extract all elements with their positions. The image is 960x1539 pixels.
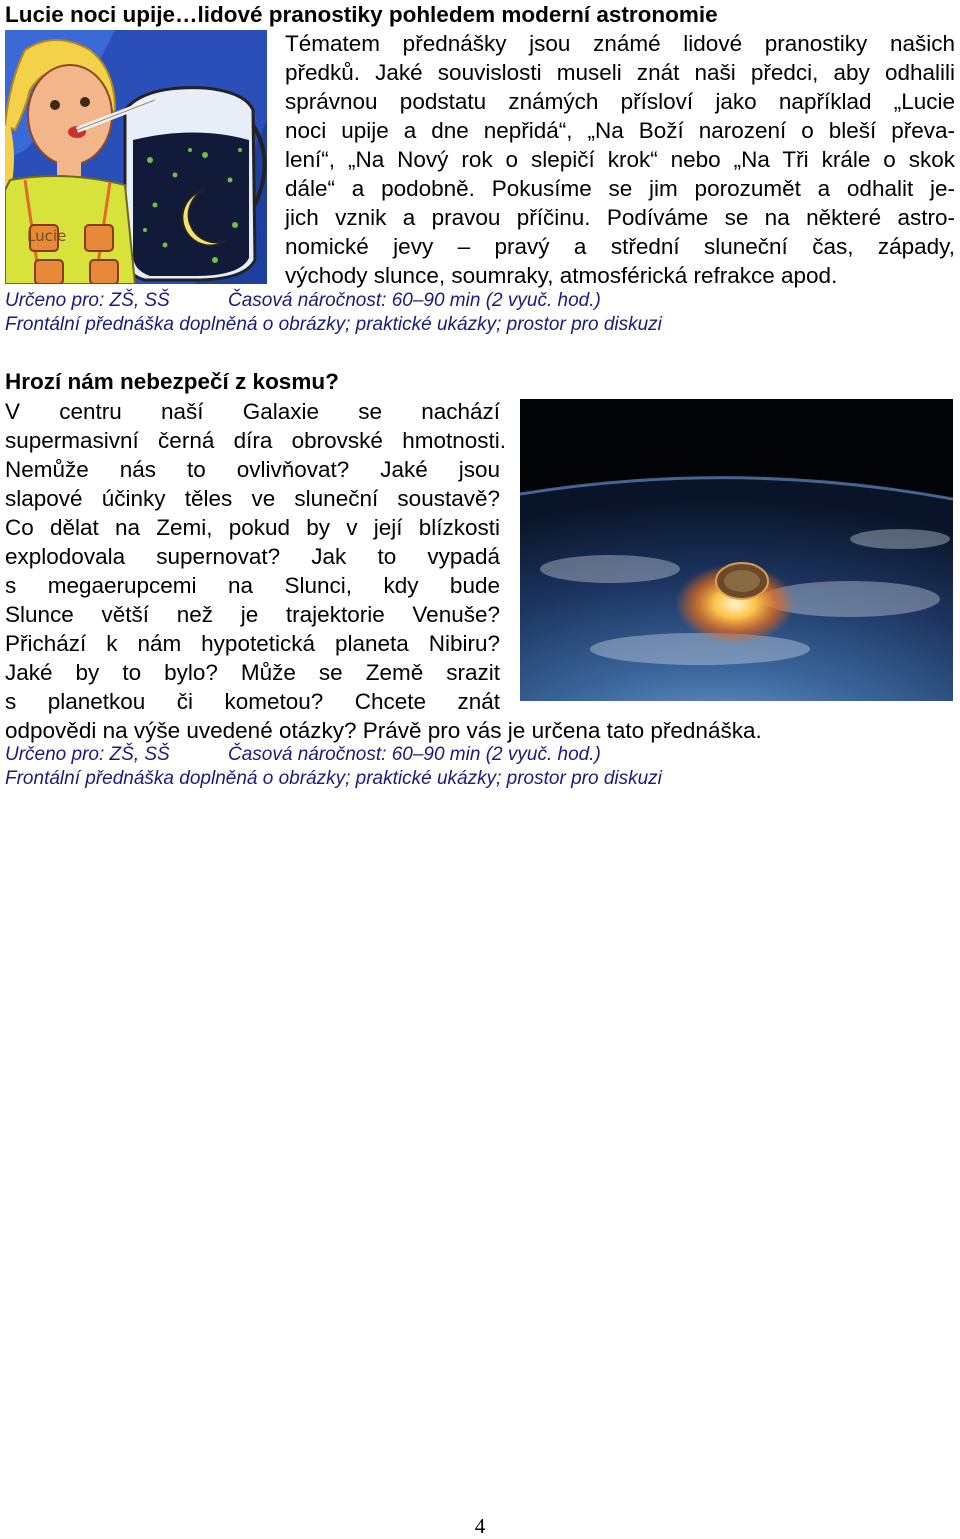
section1-line-3: správnou podstatu známých přísloví jako například „Lucie <box>285 89 955 114</box>
section2-line-9: Přichází k nám hypotetická planeta Nibiru? <box>5 631 500 656</box>
section2-line-12: odpovědi na výše uvedené otázky? Právě pro vás je určena tato přednáška. <box>5 718 762 743</box>
asteroid-impact-image <box>520 399 953 701</box>
section1-line-6: dále“ a podobně. Pokusíme se jim porozumět a odhalit je- <box>285 176 955 201</box>
section2-meta-row <box>5 743 601 767</box>
section1-duration: Časová náročnost: 60–90 min (2 vyuč. hod.) <box>228 290 601 311</box>
section1-line-5: lení“, „Na Nový rok o slepičí krok“ nebo „Na Tři krále o skok <box>285 147 955 172</box>
section1-line-2: předků. Jaké souvislosti museli znát naši předci, aby odhalili <box>285 60 955 85</box>
section2-line-1: V centru naší Galaxie se nachází <box>5 399 500 424</box>
page-number: 4 <box>474 1514 486 1538</box>
section2-line-8: Slunce větší než je trajektorie Venuše? <box>5 602 500 627</box>
section1-line-9: východy slunce, soumraky, atmosférická refrakce apod. <box>285 263 838 288</box>
section1-title: Lucie noci upije…lidové pranostiky pohledem moderní astronomie <box>5 2 718 27</box>
section2-format: Frontální přednáška doplněná o obrázky; praktické ukázky; prostor pro diskuzi <box>5 768 662 789</box>
section2-line-3: Nemůže nás to ovlivňovat? Jaké jsou <box>5 457 500 482</box>
section2-line-6: explodovala supernovat? Jak to vypadá <box>5 544 500 569</box>
section2-line-4: slapové účinky těles ve sluneční soustavě? <box>5 486 500 511</box>
section1-line-1: Tématem přednášky jsou známé lidové pranostiky našich <box>285 31 955 56</box>
section2-line-7: s megaerupcemi na Slunci, kdy bude <box>5 573 500 598</box>
section2-line-11: s planetkou či kometou? Chcete znát <box>5 689 500 714</box>
section2-line-2: supermasivní černá díra obrovské hmotnosti. <box>5 428 506 453</box>
section1-line-8: nomické jevy – pravý a střední sluneční čas, západy, <box>285 234 955 259</box>
section2-duration: Časová náročnost: 60–90 min (2 vyuč. hod.) <box>228 744 601 765</box>
section1-audience: Určeno pro: ZŠ, SŠ <box>5 290 170 311</box>
section2-title: Hrozí nám nebezpečí z kosmu? <box>5 369 339 394</box>
section1-meta-row <box>5 289 601 313</box>
section2-line-10: Jaké by to bylo? Může se Země srazit <box>5 660 500 685</box>
section1-line-4: noci upije a dne nepřidá“, „Na Boží narození o bleší převa- <box>285 118 955 143</box>
section2-audience: Určeno pro: ZŠ, SŠ <box>5 744 170 765</box>
section1-format: Frontální přednáška doplněná o obrázky; praktické ukázky; prostor pro diskuzi <box>5 314 662 335</box>
drawing-caption: Lucie <box>27 227 67 245</box>
section2-line-5: Co dělat na Zemi, pokud by v její blízkosti <box>5 515 500 540</box>
section1-line-7: jich vznik a pravou příčinu. Podíváme se na některé astro- <box>285 205 955 230</box>
lucie-drawing <box>5 30 267 284</box>
